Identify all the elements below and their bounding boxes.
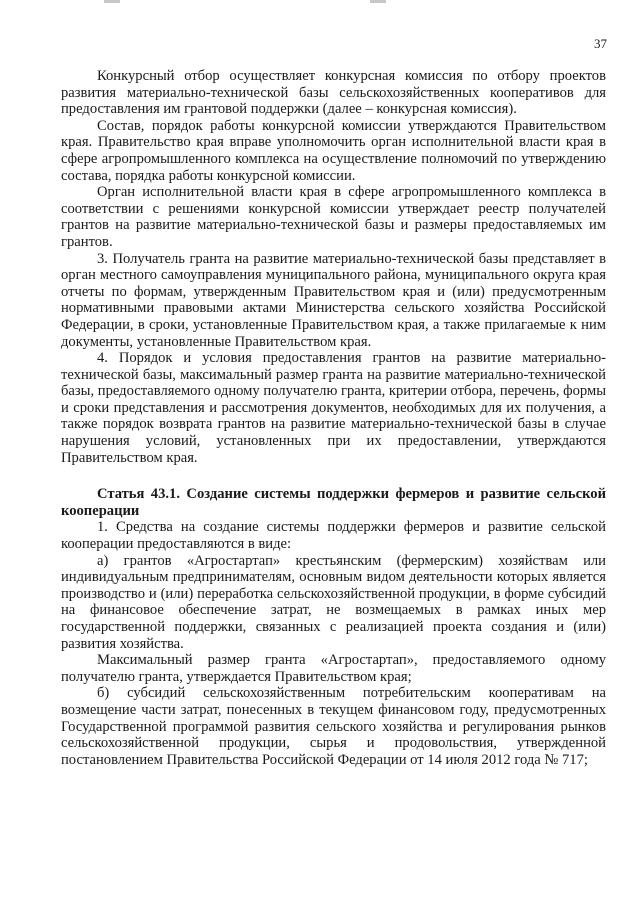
paragraph: 3. Получатель гранта на развитие материально-технической базы представляет в орган местного самоуправления муниципального района, муниципального округа края отчеты по формам, утвержденным Правительством края и (или) предусмотренным нормативными правовыми актами Министерства сельского хозяйства Российской Федерации, в сроки, установленные Правительством края, а также прилагаемые к ним документы, установленные Правительством края. [61, 250, 606, 350]
paragraph: Конкурсный отбор осуществляет конкурсная комиссия по отбору проектов развития материально-технической базы сельскохозяйственных кооперативов для предоставления им грантовой поддержки (далее – конкурсная комиссия). [61, 68, 606, 118]
document-body [61, 68, 606, 768]
paragraph: Орган исполнительной власти края в сфере агропромышленного комплекса в соответствии с решениями конкурсной комиссии утверждает реестр получателей грантов на развитие материально-технической базы и размеры предоставляемых им грантов. [61, 184, 606, 250]
page-number: 37 [594, 36, 607, 51]
article-heading: Статья 43.1. Создание системы поддержки фермеров и развитие сельской кооперации [61, 486, 606, 519]
paragraph: 4. Порядок и условия предоставления грантов на развитие материально-технической базы, максимальный размер гранта на развитие материально-технической базы, предоставляемого одному получателю гранта, критерии отбора, перечень, формы и сроки представления и рассмотрения документов, необходимых для их получения, а также порядок возврата грантов на развитие материально-технической базы в случае нарушения условий, установленных при их предоставлении, утверждаются Правительством края. [61, 350, 606, 466]
paragraph: Максимальный размер гранта «Агростартап», предоставляемого одному получателю гранта, утверждается Правительством края; [61, 652, 606, 685]
paragraph: б) субсидий сельскохозяйственным потребительским кооперативам на возмещение части затрат, понесенных в текущем финансовом году, предусмотренных Государственной программой развития сельского хозяйства и регулирования рынков сельскохозяйственной продукции, сырья и продовольствия, утвержденной постановлением Правительства Российской Федерации от 14 июля 2012 года № 717; [61, 685, 606, 768]
scan-artifact-left [104, 0, 120, 3]
paragraph: а) грантов «Агростартап» крестьянским (фермерским) хозяйствам или индивидуальным предпринимателям, основным видом деятельности которых является производство и (или) переработка сельскохозяйственной продукции, в форме субсидий на финансовое обеспечение затрат, не возмещаемых в рамках иных мер государственной поддержки, связанных с реализацией проекта создания и (или) развития хозяйства. [61, 552, 606, 652]
paragraph: Состав, порядок работы конкурсной комиссии утверждаются Правительством края. Правительство края вправе уполномочить орган исполнительной власти края в сфере агропромышленного комплекса на осуществление полномочий по утверждению состава, порядка работы конкурсной комиссии. [61, 117, 606, 184]
paragraph: 1. Средства на создание системы поддержки фермеров и развитие сельской кооперации предоставляются в виде: [61, 519, 606, 553]
scan-artifact-right [370, 0, 386, 3]
